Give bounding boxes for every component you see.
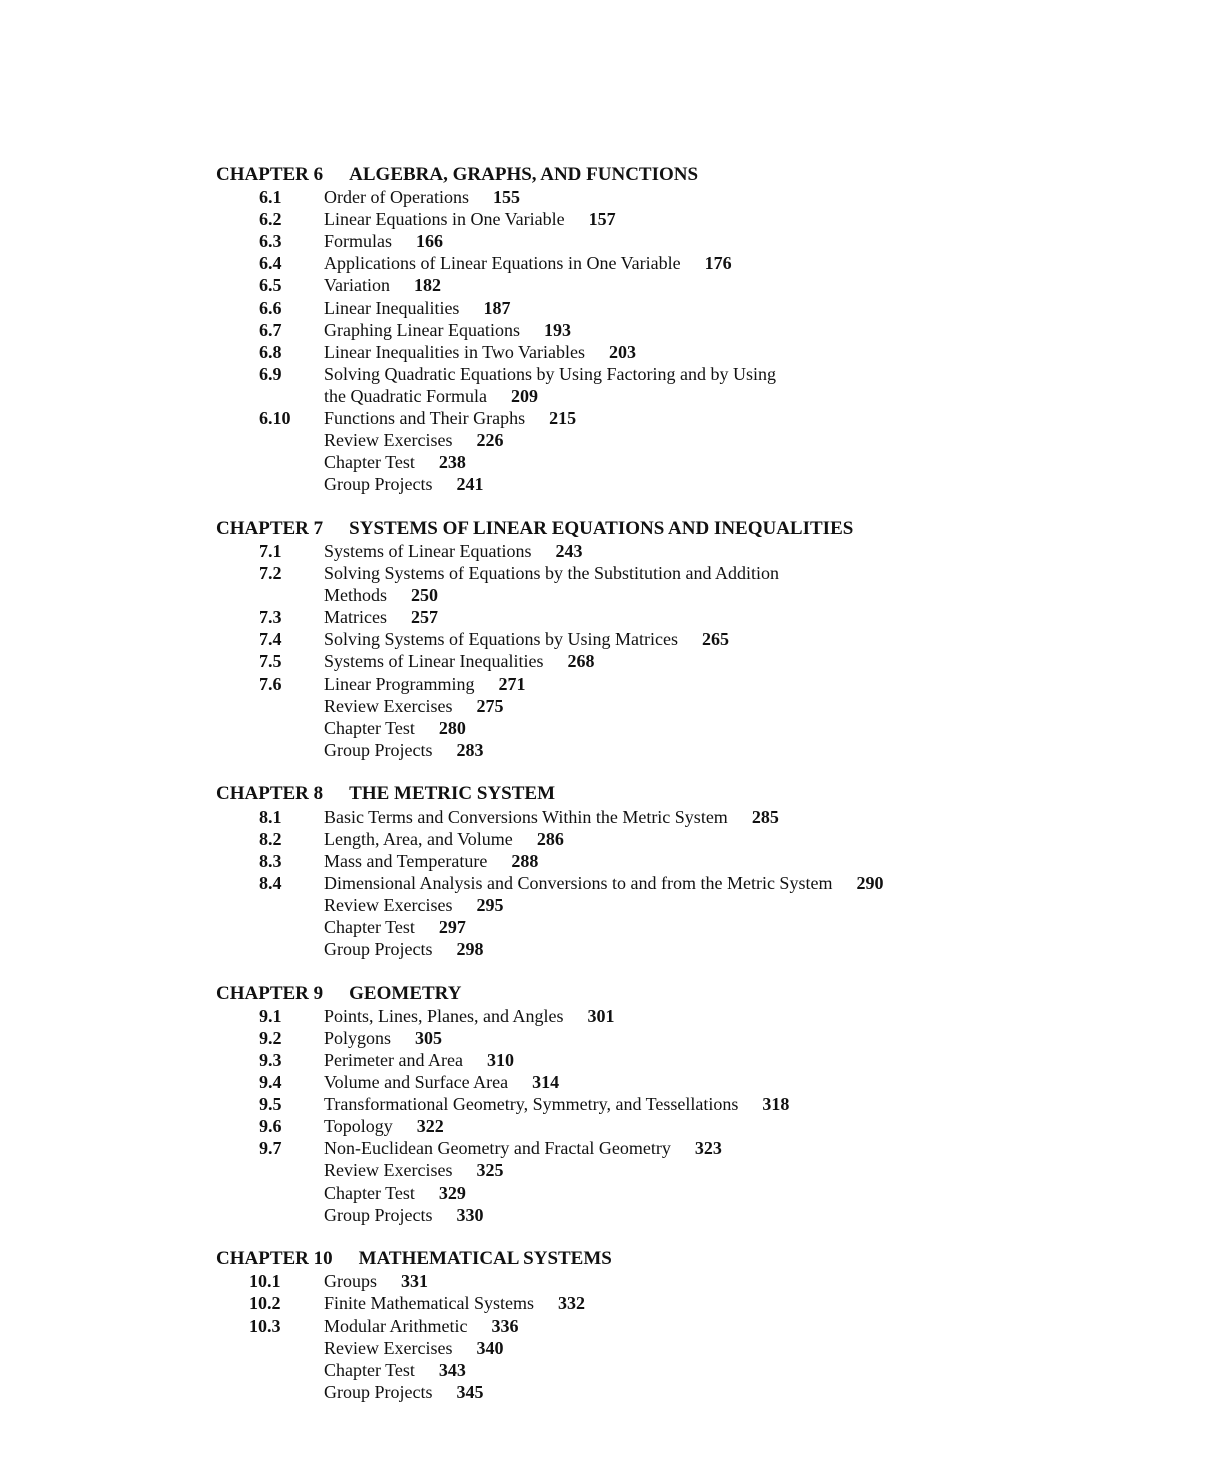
page-number: 166 [416, 231, 444, 252]
page-number: 288 [511, 850, 539, 871]
page-number: 193 [543, 319, 571, 340]
page-number: 265 [702, 629, 729, 650]
toc-entry [0, 1115, 1224, 1137]
page-number: 295 [476, 894, 504, 915]
section-number: 10.2 [249, 1293, 281, 1314]
chapter-section [0, 1248, 1224, 1403]
section-number: 9.3 [259, 1049, 282, 1070]
page-number: 209 [510, 385, 538, 406]
page-number: 257 [410, 607, 438, 628]
toc-entry [0, 1049, 1224, 1071]
page-number: 323 [694, 1138, 722, 1159]
chapter-label: CHAPTER 8 [216, 783, 324, 805]
page-number: 226 [476, 430, 504, 451]
section-title: Chapter Test [324, 917, 415, 937]
section-title: Linear Inequalities [324, 297, 460, 318]
toc-entry [0, 252, 1224, 274]
page-number: 215 [549, 408, 577, 429]
section-title: Matrices [324, 607, 387, 628]
section-number: 6.1 [259, 187, 282, 208]
chapter-heading [0, 164, 1224, 186]
toc-entry [0, 407, 1224, 429]
page-number: 157 [588, 209, 616, 230]
section-number: 7.1 [259, 541, 282, 561]
toc-entry [0, 297, 1224, 319]
section-title: Linear Inequalities in Two Variables [324, 341, 585, 362]
page-number: 305 [415, 1027, 443, 1048]
page-number: 187 [483, 297, 511, 318]
section-title: Linear Programming [324, 673, 475, 694]
section-number: 8.1 [259, 806, 282, 827]
page-number: 314 [532, 1072, 560, 1093]
section-title: Group Projects [324, 1204, 433, 1225]
chapter-name: THE METRIC SYSTEM [349, 783, 556, 805]
toc-entry [0, 1159, 1224, 1181]
section-number: 9.5 [259, 1094, 282, 1115]
chapter-heading [0, 983, 1224, 1005]
section-title: Chapter Test [324, 1182, 415, 1203]
section-title-continued [324, 385, 1224, 407]
section-title-line2: Methods [324, 585, 387, 606]
toc-entry [0, 429, 1224, 451]
section-title: Review Exercises [324, 1337, 453, 1358]
section-title: Non-Euclidean Geometry and Fractal Geometry [324, 1138, 671, 1159]
section-number: 9.6 [259, 1116, 282, 1137]
section-title: Dimensional Analysis and Conversions to and from the Metric System [324, 872, 833, 893]
page-number: 238 [438, 452, 466, 473]
toc-entry [0, 806, 1224, 828]
section-title: Graphing Linear Equations [324, 319, 520, 340]
section-title: Systems of Linear Inequalities [324, 651, 544, 672]
chapter-section [0, 518, 1224, 761]
table-of-contents [0, 164, 1224, 1425]
chapter-label: CHAPTER 7 [216, 517, 324, 539]
page-number: 203 [609, 341, 636, 362]
section-number: 6.9 [259, 363, 282, 384]
section-number: 6.5 [259, 275, 282, 296]
toc-entry [0, 208, 1224, 230]
section-title: Points, Lines, Planes, and Angles [324, 1005, 564, 1026]
page-number: 330 [456, 1204, 484, 1225]
section-title: Volume and Surface Area [324, 1072, 509, 1093]
section-title: Chapter Test [324, 1359, 415, 1380]
section-number: 7.3 [259, 607, 282, 628]
section-title: Finite Mathematical Systems [324, 1293, 534, 1314]
section-number: 9.1 [259, 1005, 282, 1026]
section-title: Groups [324, 1271, 377, 1292]
page-number: 331 [401, 1271, 428, 1292]
toc-entry [0, 1292, 1224, 1314]
toc-entry [0, 1381, 1224, 1403]
page-number: 298 [456, 939, 484, 960]
page-number: 297 [438, 917, 466, 937]
page-number: 290 [856, 872, 884, 893]
section-number: 9.4 [259, 1072, 282, 1093]
page-number: 283 [456, 739, 484, 760]
section-title: Linear Equations in One Variable [324, 209, 565, 230]
toc-entry [0, 1005, 1224, 1027]
toc-entry [0, 673, 1224, 695]
toc-entry [0, 894, 1224, 916]
section-title: Mass and Temperature [324, 850, 488, 871]
section-number: 6.4 [259, 253, 282, 274]
section-title: Order of Operations [324, 187, 469, 208]
section-number: 6.8 [259, 341, 282, 362]
chapter-name: GEOMETRY [349, 982, 462, 1004]
section-number: 8.3 [259, 850, 282, 871]
chapter-section [0, 164, 1224, 495]
page-number: 243 [555, 541, 583, 561]
page-number: 271 [498, 673, 526, 694]
chapter-heading [0, 783, 1224, 805]
section-title-continued [324, 584, 1224, 606]
section-title: Topology [324, 1116, 393, 1137]
chapter-section [0, 983, 1224, 1226]
section-number: 10.1 [249, 1271, 281, 1292]
page-number: 322 [416, 1116, 444, 1137]
toc-entry [0, 274, 1224, 296]
section-number: 7.6 [259, 673, 282, 694]
toc-entry [0, 739, 1224, 761]
section-title: Group Projects [324, 939, 433, 960]
page-number: 340 [476, 1337, 504, 1358]
toc-entry [0, 186, 1224, 208]
chapter-name: SYSTEMS OF LINEAR EQUATIONS AND INEQUALITIES [349, 517, 854, 539]
chapter-label: CHAPTER 9 [216, 982, 324, 1004]
page-number: 155 [492, 187, 520, 208]
page-number: 182 [413, 275, 441, 296]
page-number: 275 [476, 695, 504, 716]
section-title: Formulas [324, 231, 393, 252]
section-title: Modular Arithmetic [324, 1315, 468, 1336]
section-title: Functions and Their Graphs [324, 408, 526, 429]
page-number: 176 [704, 253, 732, 274]
toc-entry [0, 1270, 1224, 1292]
section-number: 9.2 [259, 1027, 282, 1048]
toc-entry [0, 1315, 1224, 1337]
page-number: 301 [587, 1005, 615, 1026]
toc-entry [0, 1204, 1224, 1226]
section-title: Solving Quadratic Equations by Using Factoring and by Using [324, 363, 776, 384]
toc-entry [0, 916, 1224, 938]
toc-entry [0, 1093, 1224, 1115]
section-title: Solving Systems of Equations by the Substitution and Addition [324, 563, 780, 584]
section-title: Review Exercises [324, 1160, 453, 1181]
page-number: 336 [491, 1315, 519, 1336]
section-title: Transformational Geometry, Symmetry, and Tessellations [324, 1094, 739, 1115]
section-title: Group Projects [324, 474, 433, 495]
toc-entry [0, 695, 1224, 717]
section-number: 8.4 [259, 872, 282, 893]
section-number: 10.3 [249, 1315, 281, 1336]
section-number: 6.6 [259, 297, 282, 318]
section-title: Solving Systems of Equations by Using Matrices [324, 629, 678, 650]
section-number: 7.2 [259, 563, 282, 584]
section-number: 6.3 [259, 231, 282, 252]
toc-entry [0, 1071, 1224, 1093]
section-title: Review Exercises [324, 695, 453, 716]
toc-entry [0, 1337, 1224, 1359]
page-number: 310 [486, 1049, 514, 1070]
toc-entry [0, 938, 1224, 960]
section-title: Group Projects [324, 1381, 433, 1402]
toc-entry [0, 828, 1224, 850]
toc-entry [0, 872, 1224, 894]
toc-entry [0, 1359, 1224, 1381]
section-title: Variation [324, 275, 390, 296]
toc-entry [0, 341, 1224, 363]
toc-entry [0, 1137, 1224, 1159]
section-number: 8.2 [259, 828, 282, 849]
section-title: Length, Area, and Volume [324, 828, 513, 849]
chapter-label: CHAPTER 10 [216, 1248, 333, 1270]
section-title: Polygons [324, 1027, 392, 1048]
page-number: 250 [411, 585, 438, 606]
toc-entry [0, 1182, 1224, 1204]
section-number: 7.5 [259, 651, 282, 672]
section-title: Group Projects [324, 739, 433, 760]
page-number: 285 [751, 806, 779, 827]
page-number: 318 [762, 1094, 790, 1115]
section-title: Review Exercises [324, 894, 453, 915]
chapter-name: ALGEBRA, GRAPHS, AND FUNCTIONS [349, 164, 699, 185]
toc-entry [0, 850, 1224, 872]
page-number: 329 [438, 1182, 466, 1203]
toc-entry [0, 319, 1224, 341]
section-title: Review Exercises [324, 430, 453, 451]
section-title: Chapter Test [324, 452, 415, 473]
section-title-line2: the Quadratic Formula [324, 385, 487, 406]
page-number: 280 [438, 717, 466, 738]
section-title: Basic Terms and Conversions Within the Metric System [324, 806, 728, 827]
section-number: 6.7 [259, 319, 282, 340]
section-title: Systems of Linear Equations [324, 541, 532, 561]
chapter-name: MATHEMATICAL SYSTEMS [358, 1248, 612, 1270]
section-number: 6.10 [259, 408, 291, 429]
toc-entry [0, 363, 1224, 407]
toc-entry [0, 473, 1224, 495]
section-number: 7.4 [259, 629, 282, 650]
toc-entry [0, 650, 1224, 672]
page-number: 345 [456, 1381, 484, 1402]
toc-entry [0, 606, 1224, 628]
chapter-section [0, 783, 1224, 960]
section-title: Applications of Linear Equations in One Variable [324, 253, 681, 274]
chapter-label: CHAPTER 6 [216, 164, 324, 185]
toc-entry [0, 230, 1224, 252]
chapter-heading [0, 1248, 1224, 1270]
section-title: Perimeter and Area [324, 1049, 463, 1070]
toc-entry [0, 451, 1224, 473]
page-number: 343 [438, 1359, 466, 1380]
section-number: 9.7 [259, 1138, 282, 1159]
page-number: 268 [567, 651, 595, 672]
section-title: Chapter Test [324, 717, 415, 738]
page-number: 241 [456, 474, 484, 495]
chapter-heading [0, 518, 1224, 540]
toc-entry [0, 540, 1224, 562]
toc-entry [0, 1027, 1224, 1049]
section-number: 6.2 [259, 209, 282, 230]
page-number: 332 [557, 1293, 585, 1314]
page-number: 325 [476, 1160, 504, 1181]
toc-entry [0, 717, 1224, 739]
toc-entry [0, 628, 1224, 650]
page-number: 286 [536, 828, 564, 849]
toc-entry [0, 562, 1224, 606]
